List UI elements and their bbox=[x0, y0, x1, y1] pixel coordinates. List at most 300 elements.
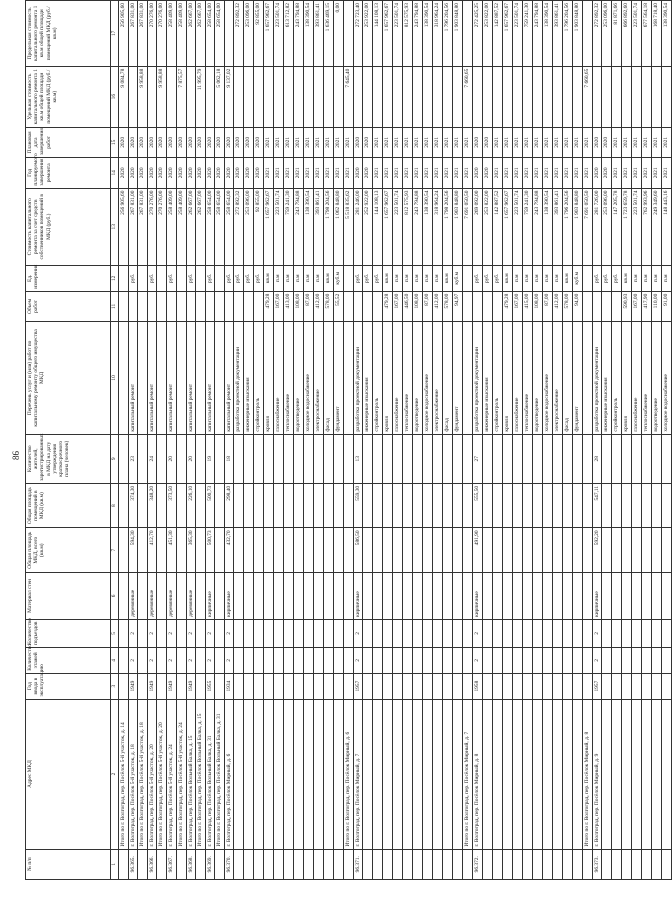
cell-c17: 92 855,00 bbox=[254, 1, 264, 67]
cell-addr bbox=[373, 699, 383, 849]
cell-area bbox=[157, 528, 167, 573]
cell-res bbox=[294, 434, 304, 483]
cell-c15: 2021 bbox=[383, 127, 393, 157]
cell-work: кровля bbox=[502, 322, 512, 435]
cell-c16 bbox=[542, 66, 552, 127]
cell-year: 1957 bbox=[592, 673, 601, 699]
cell-mat bbox=[433, 572, 443, 619]
cell-res bbox=[463, 434, 473, 483]
cell-res bbox=[215, 434, 225, 483]
cell-n bbox=[512, 849, 522, 879]
cell-res bbox=[621, 434, 631, 483]
cell-ent: 2 bbox=[354, 619, 363, 647]
cell-work bbox=[157, 322, 167, 435]
cell-c17: 272 425,25 bbox=[473, 1, 482, 67]
cell-qty bbox=[463, 291, 473, 321]
cell-n: 96.368. bbox=[186, 849, 195, 879]
cell-c15: 2020 bbox=[176, 127, 186, 157]
cell-qty bbox=[473, 291, 482, 321]
cell-mat bbox=[572, 572, 582, 619]
cell-floors: 2 bbox=[186, 647, 195, 673]
cell-c14: 2020 bbox=[482, 158, 492, 188]
column-number: 1 bbox=[111, 849, 119, 879]
cell-c14: 2020 bbox=[473, 158, 482, 188]
cell-n bbox=[611, 849, 621, 879]
cell-c14: 2020 bbox=[157, 158, 167, 188]
cell-harea bbox=[582, 483, 592, 528]
cell-c15: 2021 bbox=[542, 127, 552, 157]
cell-area bbox=[641, 528, 651, 573]
cell-floors bbox=[532, 647, 542, 673]
cell-qty: 94,97 bbox=[453, 291, 463, 321]
cell-res bbox=[413, 434, 423, 483]
cell-n bbox=[119, 849, 129, 879]
cell-floors bbox=[157, 647, 167, 673]
cell-c17: 223 501,74 bbox=[274, 1, 284, 67]
table-row bbox=[502, 1, 512, 880]
cell-area bbox=[433, 528, 443, 573]
cell-year bbox=[582, 673, 592, 699]
cell-c16 bbox=[383, 66, 393, 127]
cell-harea bbox=[651, 483, 661, 528]
cell-year bbox=[522, 673, 532, 699]
cell-res bbox=[284, 434, 294, 483]
cell-work: капитальный ремонт bbox=[225, 322, 234, 435]
cell-area bbox=[522, 528, 532, 573]
cell-c14: 2020 bbox=[234, 158, 244, 188]
cell-ent bbox=[502, 619, 512, 647]
cell-n: 96.369. bbox=[205, 849, 214, 879]
cell-mat bbox=[582, 572, 592, 619]
cell-c17: 138 390,54 bbox=[304, 1, 314, 67]
cell-res bbox=[512, 434, 522, 483]
cell-res bbox=[304, 434, 314, 483]
cell-mat bbox=[601, 572, 611, 619]
cell-n bbox=[651, 849, 661, 879]
cell-mat bbox=[274, 572, 284, 619]
cell-addr bbox=[522, 699, 532, 849]
cell-c15: 2021 bbox=[344, 127, 354, 157]
table-row bbox=[186, 1, 195, 880]
column-number: 7 bbox=[111, 528, 119, 573]
cell-work: газоснабжение bbox=[512, 322, 522, 435]
cell-c14: 2021 bbox=[423, 158, 433, 188]
cell-harea bbox=[453, 483, 463, 528]
cell-c16 bbox=[413, 66, 423, 127]
cell-res bbox=[482, 434, 492, 483]
cell-mat bbox=[176, 572, 186, 619]
cell-c13: 5 518 835,62 bbox=[344, 188, 354, 265]
cell-area bbox=[284, 528, 294, 573]
cell-addr: Итого по г. Волгоград, пер. Посёлок 5-й участок, д. 24 bbox=[176, 699, 186, 849]
cell-c13: 148 443,16 bbox=[661, 188, 671, 265]
page-number: 86 bbox=[11, 451, 21, 460]
cell-unit: руб. bbox=[186, 265, 195, 291]
cell-qty bbox=[167, 291, 176, 321]
cell-work: инженерные изыскания bbox=[363, 322, 373, 435]
cell-c16 bbox=[592, 66, 601, 127]
cell-year: 1957 bbox=[354, 673, 363, 699]
cell-mat bbox=[215, 572, 225, 619]
cell-n bbox=[423, 849, 433, 879]
cell-harea: 555,50 bbox=[473, 483, 482, 528]
cell-qty bbox=[195, 291, 205, 321]
cell-qty bbox=[363, 291, 373, 321]
cell-qty bbox=[186, 291, 195, 321]
cell-unit: руб. bbox=[167, 265, 176, 291]
cell-c16: 7 875,57 bbox=[176, 66, 186, 127]
cell-ent bbox=[373, 619, 383, 647]
cell-work bbox=[215, 322, 225, 435]
cell-area bbox=[244, 528, 254, 573]
cell-c13: 262 667,00 bbox=[195, 188, 205, 265]
cell-c14: 2021 bbox=[294, 158, 304, 188]
cell-res bbox=[552, 434, 562, 483]
cell-floors bbox=[463, 647, 473, 673]
cell-addr: г. Волгоград, пер. Посёлок Мирный, д. 7 bbox=[354, 699, 363, 849]
cell-harea bbox=[234, 483, 244, 528]
cell-c14: 2021 bbox=[413, 158, 423, 188]
cell-mat bbox=[552, 572, 562, 619]
cell-harea bbox=[344, 483, 354, 528]
cell-ent: 2 bbox=[167, 619, 176, 647]
cell-harea: 298,40 bbox=[225, 483, 234, 528]
cell-qty: 590,93 bbox=[621, 291, 631, 321]
cell-c16 bbox=[373, 66, 383, 127]
cell-qty: 413,00 bbox=[284, 291, 294, 321]
cell-c13: 1 657 962,67 bbox=[383, 188, 393, 265]
cell-c15: 2020 bbox=[157, 127, 167, 157]
cell-ent bbox=[244, 619, 254, 647]
cell-work bbox=[344, 322, 354, 435]
cell-c13: 7 691 050,50 bbox=[463, 188, 473, 265]
cell-c17: 243 794,88 bbox=[532, 1, 542, 67]
cell-harea bbox=[512, 483, 522, 528]
column-header-7: Общая площадь МКД, всего (кв.м) bbox=[26, 528, 111, 573]
cell-year: 1958 bbox=[473, 673, 482, 699]
cell-area bbox=[294, 528, 304, 573]
cell-c13: 759 241,30 bbox=[522, 188, 532, 265]
cell-year bbox=[119, 673, 129, 699]
cell-n bbox=[138, 849, 148, 879]
table-row bbox=[611, 1, 621, 880]
cell-c15: 2021 bbox=[502, 127, 512, 157]
cell-c16 bbox=[522, 66, 532, 127]
column-header-11: Объем работ bbox=[26, 291, 111, 321]
cell-addr bbox=[244, 699, 254, 849]
cell-mat bbox=[611, 572, 621, 619]
cell-res: 13 bbox=[354, 434, 363, 483]
cell-qty: 415,00 bbox=[522, 291, 532, 321]
cell-c17 bbox=[344, 1, 354, 67]
cell-mat bbox=[363, 572, 373, 619]
cell-year: 1949 bbox=[129, 673, 138, 699]
cell-addr bbox=[423, 699, 433, 849]
cell-res bbox=[631, 434, 641, 483]
cell-qty bbox=[354, 291, 363, 321]
cell-unit: п.м bbox=[542, 265, 552, 291]
cell-unit: руб. bbox=[373, 265, 383, 291]
cell-unit: руб. bbox=[225, 265, 234, 291]
table-row bbox=[641, 1, 651, 880]
table-row bbox=[423, 1, 433, 880]
cell-qty bbox=[215, 291, 225, 321]
cell-c17: 613 712,82 bbox=[284, 1, 294, 67]
cell-c17: 272 723,40 bbox=[354, 1, 363, 67]
column-header-2: Адрес МКД bbox=[26, 699, 111, 849]
cell-qty: 167,00 bbox=[631, 291, 641, 321]
cell-ent bbox=[264, 619, 274, 647]
column-header-15: Плановая дата завершения работ bbox=[26, 127, 111, 157]
cell-work: электроснабжение bbox=[552, 322, 562, 435]
cell-c13: 1 796 204,56 bbox=[562, 188, 572, 265]
cell-c13: 243 794,88 bbox=[532, 188, 542, 265]
cell-harea bbox=[403, 483, 413, 528]
cell-mat bbox=[344, 572, 354, 619]
cell-ent bbox=[254, 619, 264, 647]
cell-harea bbox=[502, 483, 512, 528]
cell-c13: 281 726,00 bbox=[592, 188, 601, 265]
cell-addr bbox=[651, 699, 661, 849]
cell-c13: 243 794,88 bbox=[294, 188, 304, 265]
cell-work bbox=[582, 322, 592, 435]
cell-c15: 2020 bbox=[225, 127, 234, 157]
cell-qty bbox=[601, 291, 611, 321]
cell-c15: 2021 bbox=[611, 127, 621, 157]
cell-addr bbox=[314, 699, 324, 849]
cell-addr bbox=[562, 699, 572, 849]
cell-work: холодное водоснабжение bbox=[542, 322, 552, 435]
cell-ent bbox=[661, 619, 671, 647]
cell-area bbox=[453, 528, 463, 573]
cell-qty: 417,90 bbox=[641, 291, 651, 321]
cell-c13: 318 964,24 bbox=[433, 188, 443, 265]
cell-c15: 2021 bbox=[463, 127, 473, 157]
cell-floors bbox=[383, 647, 393, 673]
cell-addr bbox=[234, 699, 244, 849]
cell-unit bbox=[119, 265, 129, 291]
cell-ent bbox=[274, 619, 284, 647]
cell-c16 bbox=[433, 66, 443, 127]
cell-year bbox=[572, 673, 582, 699]
cell-c17: 138 390,54 bbox=[661, 1, 671, 67]
cell-year bbox=[294, 673, 304, 699]
cell-year bbox=[631, 673, 641, 699]
cell-area: 594,30 bbox=[129, 528, 138, 573]
total-row bbox=[215, 1, 225, 880]
cell-addr bbox=[294, 699, 304, 849]
column-header-3: Год ввода в эксплуатацию bbox=[26, 673, 111, 699]
cell-floors: 2 bbox=[225, 647, 234, 673]
cell-n: 96.373. bbox=[592, 849, 601, 879]
cell-c15: 2021 bbox=[552, 127, 562, 157]
cell-floors bbox=[393, 647, 403, 673]
cell-area bbox=[383, 528, 393, 573]
cell-harea bbox=[119, 483, 129, 528]
cell-area: 365,30 bbox=[186, 528, 195, 573]
cell-n bbox=[601, 849, 611, 879]
cell-area bbox=[264, 528, 274, 573]
cell-qty: 87,00 bbox=[423, 291, 433, 321]
cell-c16 bbox=[403, 66, 413, 127]
cell-n bbox=[373, 849, 383, 879]
cell-year: 1934 bbox=[225, 673, 234, 699]
cell-c17: 1 657 962,67 bbox=[383, 1, 393, 67]
cell-area bbox=[119, 528, 129, 573]
cell-work: разработка проектной документации bbox=[473, 322, 482, 435]
cell-year bbox=[532, 673, 542, 699]
cell-ent bbox=[651, 619, 661, 647]
cell-qty: 55,52 bbox=[334, 291, 344, 321]
column-header-10: Перечень услуг и (или) работ по капитальному ремонту общего имущества МКД bbox=[26, 322, 111, 435]
cell-unit bbox=[344, 265, 354, 291]
cell-ent bbox=[641, 619, 651, 647]
cell-ent bbox=[443, 619, 453, 647]
cell-c16 bbox=[641, 66, 651, 127]
cell-floors bbox=[482, 647, 492, 673]
cell-qty: 446,50 bbox=[403, 291, 413, 321]
cell-addr: Итого по г. Волгоград, пер. Посёлок Вольный Балка, д. 31 bbox=[215, 699, 225, 849]
cell-ent bbox=[314, 619, 324, 647]
cell-floors: 2 bbox=[592, 647, 601, 673]
cell-c13: 253 822,00 bbox=[482, 188, 492, 265]
cell-c14: 2020 bbox=[195, 158, 205, 188]
cell-year bbox=[334, 673, 344, 699]
cell-res bbox=[572, 434, 582, 483]
column-header-17: Предельная стоимость капитального ремонта 1 кв.м общей площади помещений МКД (руб./кв.м) bbox=[26, 1, 111, 67]
cell-area bbox=[443, 528, 453, 573]
cell-year bbox=[661, 673, 671, 699]
cell-addr bbox=[274, 699, 284, 849]
cell-ent bbox=[383, 619, 393, 647]
cell-addr: Итого по г. Волгоград, пер. Посёлок Мирный, д. 7 bbox=[463, 699, 473, 849]
column-number-row bbox=[111, 1, 119, 880]
cell-n bbox=[234, 849, 244, 879]
cell-res: 24 bbox=[148, 434, 157, 483]
cell-ent bbox=[601, 619, 611, 647]
cell-qty: 578,00 bbox=[324, 291, 334, 321]
cell-harea: 226,10 bbox=[186, 483, 195, 528]
cell-area bbox=[502, 528, 512, 573]
cell-area bbox=[373, 528, 383, 573]
cell-mat bbox=[562, 572, 572, 619]
table-row bbox=[304, 1, 314, 880]
cell-qty: 110,00 bbox=[651, 291, 661, 321]
cell-ent bbox=[284, 619, 294, 647]
cell-year bbox=[264, 673, 274, 699]
cell-n bbox=[304, 849, 314, 879]
cell-c15: 2021 bbox=[512, 127, 522, 157]
cell-c16 bbox=[254, 66, 264, 127]
cell-year bbox=[363, 673, 373, 699]
cell-area bbox=[195, 528, 205, 573]
cell-c13: 223 501,74 bbox=[631, 188, 641, 265]
cell-area bbox=[621, 528, 631, 573]
cell-area: 491,90 bbox=[473, 528, 482, 573]
cell-qty: 578,00 bbox=[443, 291, 453, 321]
cell-floors bbox=[631, 647, 641, 673]
cell-res bbox=[373, 434, 383, 483]
cell-c16 bbox=[334, 66, 344, 127]
cell-mat bbox=[138, 572, 148, 619]
cell-c17: 258 409,00 bbox=[176, 1, 186, 67]
cell-qty bbox=[611, 291, 621, 321]
column-header-6: Материал стен bbox=[26, 572, 111, 619]
column-number: 10 bbox=[111, 322, 119, 435]
cell-work: фундамент bbox=[572, 322, 582, 435]
cell-c15: 2021 bbox=[433, 127, 443, 157]
cell-n bbox=[403, 849, 413, 879]
cell-mat bbox=[651, 572, 661, 619]
cell-unit: кв.м bbox=[264, 265, 274, 291]
cell-unit: кв.м bbox=[502, 265, 512, 291]
cell-year bbox=[344, 673, 354, 699]
table-row bbox=[562, 1, 572, 880]
cell-c14: 2020 bbox=[129, 158, 138, 188]
cell-floors: 2 bbox=[167, 647, 176, 673]
cell-c13: 223 501,74 bbox=[274, 188, 284, 265]
cell-res: 19 bbox=[205, 434, 214, 483]
column-number: 8 bbox=[111, 483, 119, 528]
cell-addr bbox=[502, 699, 512, 849]
cell-addr bbox=[512, 699, 522, 849]
cell-addr: Итого по г. Волгоград, пер. Посёлок Мирный, д. 6 bbox=[344, 699, 354, 849]
cell-c14: 2020 bbox=[244, 158, 254, 188]
cell-c13: 147 205,78 bbox=[611, 188, 621, 265]
cell-harea bbox=[373, 483, 383, 528]
cell-unit bbox=[138, 265, 148, 291]
cell-c16 bbox=[264, 66, 274, 127]
cell-year bbox=[393, 673, 403, 699]
cell-unit: п.м bbox=[661, 265, 671, 291]
cell-unit: руб. bbox=[234, 265, 244, 291]
cell-c17: 81 871,66 bbox=[611, 1, 621, 67]
cell-c15: 2020 bbox=[195, 127, 205, 157]
cell-mat bbox=[403, 572, 413, 619]
cell-c13: 258 654,00 bbox=[215, 188, 225, 265]
cell-c14: 2021 bbox=[562, 158, 572, 188]
cell-c17: 272 892,32 bbox=[592, 1, 601, 67]
cell-n bbox=[433, 849, 443, 879]
cell-c14: 2021 bbox=[522, 158, 532, 188]
cell-qty bbox=[344, 291, 354, 321]
cell-n bbox=[215, 849, 225, 879]
table-row bbox=[572, 1, 582, 880]
cell-c17: 144 108,13 bbox=[373, 1, 383, 67]
cell-c13: 1 657 962,67 bbox=[264, 188, 274, 265]
cell-mat bbox=[631, 572, 641, 619]
cell-res bbox=[661, 434, 671, 483]
cell-year bbox=[138, 673, 148, 699]
cell-ent bbox=[215, 619, 225, 647]
repair-plan-table bbox=[25, 0, 672, 880]
cell-qty bbox=[225, 291, 234, 321]
column-header-5: Количество подъездов bbox=[26, 619, 111, 647]
cell-mat bbox=[423, 572, 433, 619]
cell-work: фундамент bbox=[453, 322, 463, 435]
cell-area bbox=[532, 528, 542, 573]
cell-addr: г. Волгоград, пер. Посёлок Вольный Балка, д. 31 bbox=[205, 699, 214, 849]
cell-c17: 270 276,00 bbox=[157, 1, 167, 67]
cell-year bbox=[383, 673, 393, 699]
cell-work bbox=[176, 322, 186, 435]
cell-work: капитальный ремонт bbox=[186, 322, 195, 435]
cell-c17: 253 096,00 bbox=[244, 1, 254, 67]
cell-harea bbox=[611, 483, 621, 528]
cell-work: холодное водоснабжение bbox=[661, 322, 671, 435]
cell-mat bbox=[621, 572, 631, 619]
cell-mat bbox=[463, 572, 473, 619]
